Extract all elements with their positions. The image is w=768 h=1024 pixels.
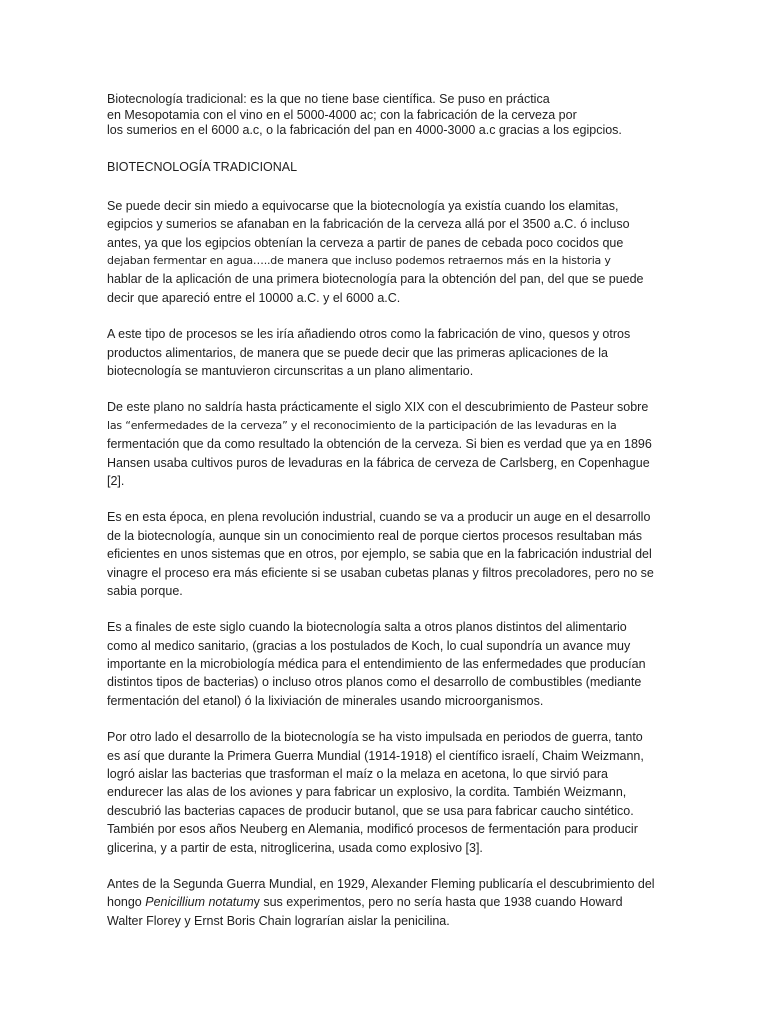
paragraph-1-line-1: Se puede decir sin miedo a equivocarse que la biotecnología ya existía cuando los elamitas, [107,198,619,213]
paragraph-3 [107,398,667,490]
paragraph-1-line-4: dejaban fermentar en agua…..de manera que incluso podemos retraernos más en la historia y [107,254,611,268]
section-heading: BIOTECNOLOGÍA TRADICIONAL [107,159,298,174]
paragraph-7-line-2 [107,893,667,911]
paragraph-2 [107,325,667,380]
intro-line-3: los sumerios en el 6000 a.c, o la fabricación del pan en 4000-3000 a.c gracias a los egipcios. [107,123,622,137]
paragraph-6 [107,728,667,857]
paragraph-7-line-2-end: y sus experimentos, pero no sería hasta que 1938 cuando Howard [253,895,623,910]
paragraph-5-line-4: distintos tipos de bacterias) o incluso otros planos como el desarrollo de combustibles (mediante [107,675,642,690]
paragraph-1-line-2: egipcios y sumerios se afanaban en la fabricación de la cerveza allá por el 3500 a.C. ó incluso [107,217,630,232]
paragraph-1-line-6: decir que apareció entre el 10000 a.C. y el 6000 a.C. [107,290,401,305]
paragraph-5-line-2: como al medico sanitario, (gracias a los postulados de Koch, lo cual supondría un avance muy [107,638,631,653]
paragraph-3-line-3: fermentación que da como resultado la obtención de la cerveza. Si bien es verdad que ya en 1896 [107,437,652,452]
paragraph-5 [107,618,667,710]
paragraph-2-line-1: A este tipo de procesos se les iría añadiendo otros como la fabricación de vino, quesos y otros [107,327,631,342]
paragraph-4-line-4: vinagre el proceso era más eficiente si se usaban cubetas planas y filtros precoladores, pero no se [107,565,654,580]
paragraph-7-line-1: Antes de la Segunda Guerra Mundial, en 1929, Alexander Fleming publicaría el descubrimiento del [107,877,655,891]
intro-line-1: Biotecnología tradicional: es la que no tiene base científica. Se puso en práctica [107,92,550,106]
paragraph-5-line-5: fermentación del etanol) ó la lixiviación de minerales usando microorganismos. [107,693,544,708]
paragraph-7-line-3: Walter Florey y Ernst Boris Chain lograrían aislar la penicilina. [107,913,450,928]
intro-paragraph [107,92,667,139]
paragraph-4-line-5: sabia porque. [107,583,183,598]
paragraph-6-line-5: descubrió las bacterias capaces de producir butanol, que se usa para fabricar caucho sintético. [107,803,634,818]
paragraph-7 [107,875,667,930]
paragraph-1 [107,197,667,307]
paragraph-4-line-1: Es en esta época, en plena revolución industrial, cuando se va a producir un auge en el desarrollo [107,510,651,525]
paragraph-6-line-1: Por otro lado el desarrollo de la biotecnología se ha visto impulsada en periodos de guerra, tanto [107,730,643,745]
paragraph-3-line-1: De este plano no saldría hasta prácticamente el siglo XIX con el descubrimiento de Pasteur sobre [107,400,649,415]
paragraph-1-line-3: antes, ya que los egipcios obtenían la cerveza a partir de panes de cebada poco cocidos que [107,235,624,250]
paragraph-5-line-3: importante en la microbiología médica para el entendimiento de las enfermedades que producían [107,657,646,672]
paragraph-4-line-2: de la biotecnología, aunque sin un conocimiento real de porque ciertos procesos resultaban más [107,528,643,543]
paragraph-3-line-5: [2]. [107,473,125,488]
paragraph-6-line-7: glicerina, y a partir de esta, nitroglicerina, usada como explosivo [3]. [107,840,483,855]
paragraph-3-line-2: las “enfermedades de la cerveza” y el reconocimiento de la participación de las levaduras en la [107,418,617,432]
intro-line-2: en Mesopotamia con el vino en el 5000-4000 ac; con la fabricación de la cerveza por [107,107,577,122]
paragraph-6-line-6: También por esos años Neuberg en Alemania, modificó procesos de fermentación para producir [107,822,638,837]
paragraph-4 [107,508,667,600]
paragraph-2-line-3: biotecnología se mantuvieron circunscritas a un plano alimentario. [107,364,474,379]
species-name: Penicillium notatum [145,895,254,910]
paragraph-6-line-4: endurecer las alas de los aviones y para fabricar un explosivo, la cordita. También Weizmann, [107,785,627,800]
paragraph-5-line-1: Es a finales de este siglo cuando la biotecnología salta a otros planos distintos del alimentario [107,620,627,635]
paragraph-3-line-4: Hansen usaba cultivos puros de levaduras en la fábrica de cerveza de Carlsberg, en Copenhague [107,455,650,470]
paragraph-7-line-2-start: hongo [107,895,146,910]
paragraph-2-line-2: productos alimentarios, de manera que se puede decir que las primeras aplicaciones de la [107,345,608,360]
document-body [107,92,667,948]
paragraph-6-line-2: es así que durante la Primera Guerra Mundial (1914-1918) el científico israelí, Chaim Weizmann, [107,748,644,763]
paragraph-4-line-3: eficientes en unos sistemas que en otros, por ejemplo, se sabia que en la fabricación industrial del [107,547,652,562]
paragraph-6-line-3: logró aislar las bacterias que trasforman el maíz o la melaza en acetona, lo que sirvió para [107,767,608,782]
paragraph-1-line-5: hablar de la aplicación de una primera biotecnología para la obtención del pan, del que se puede [107,272,644,287]
